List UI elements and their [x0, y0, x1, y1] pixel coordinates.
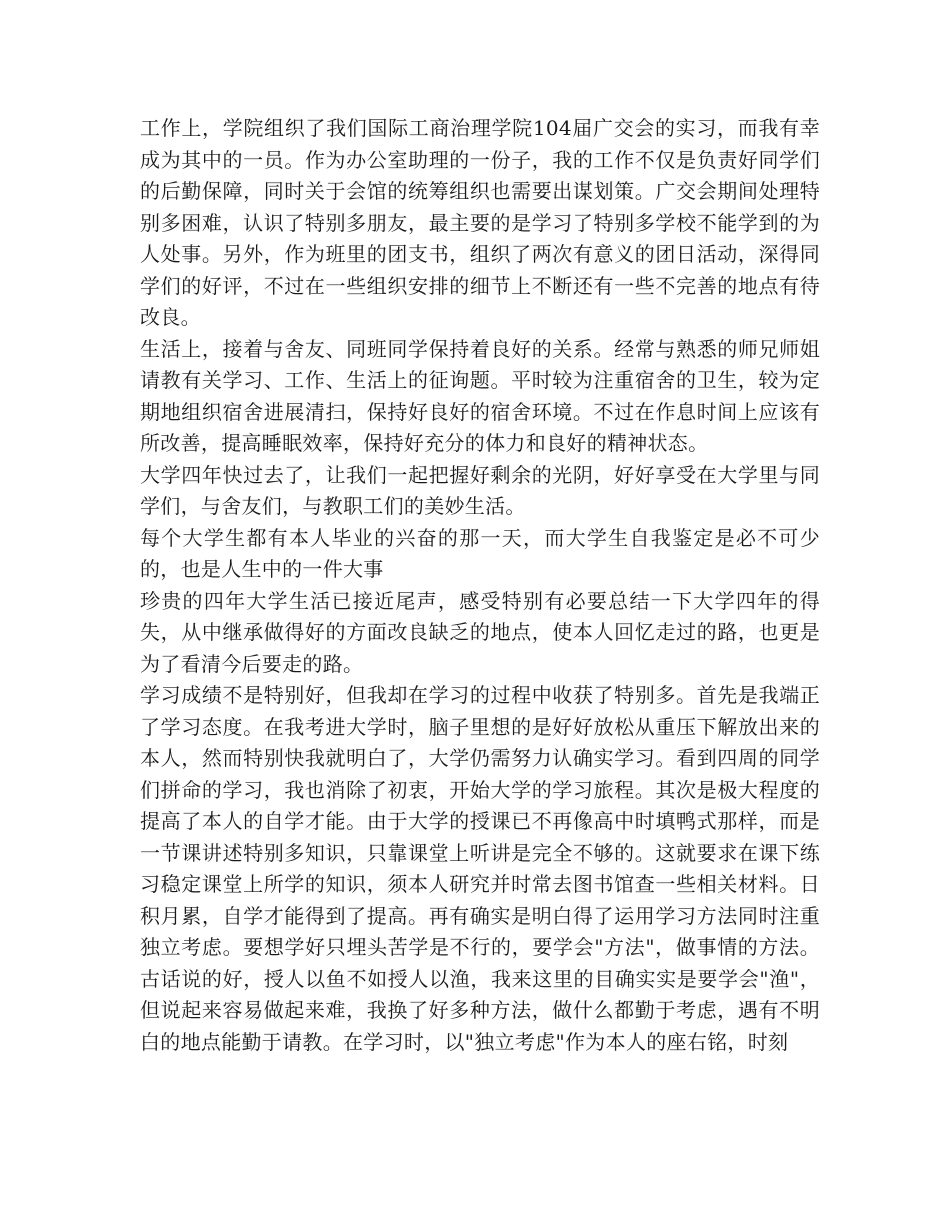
paragraph-life: 生活上，接着与舍友、同班同学保持着良好的关系。经常与熟悉的师兄师姐请教有关学习、工作、生活上的征询题。平时较为注重宿舍的卫生，较为定期地组织宿舍进展清扫，保持好良好的宿舍环境。不过在作息时间上应该有所改善，提高睡眠效率，保持好充分的体力和良好的精神状态。	[140, 336, 820, 455]
document-body	[140, 113, 820, 1058]
paragraph-work: 工作上，学院组织了我们国际工商治理学院104届广交会的实习，而我有幸成为其中的一员。作为办公室助理的一份子，我的工作不仅是负责好同学们的后勤保障，同时关于会馆的统筹组织也需要出谋划策。广交会期间处理特别多困难，认识了特别多朋友，最主要的是学习了特别多学校不能学到的为人处事。另外，作为班里的团支书，组织了两次有意义的团日活动，深得同学们的好评，不过在一些组织安排的细节上不断还有一些不完善的地点有待改良。	[140, 116, 820, 329]
paragraph-graduation: 每个大学生都有本人毕业的兴奋的那一天，而大学生自我鉴定是必不可少的，也是人生中的一件大事	[140, 525, 820, 581]
paragraph-four-years: 大学四年快过去了，让我们一起把握好剩余的光阴，好好享受在大学里与同学们，与舍友们，与教职工们的美妙生活。	[140, 462, 820, 518]
paragraph-study: 学习成绩不是特别好，但我却在学习的过程中收获了特别多。首先是我端正了学习态度。在我考进大学时，脑子里想的是好好放松从重压下解放出来的本人，然而特别快我就明白了，大学仍需努力认确实学习。看到四周的同学们拼命的学习，我也消除了初衷，开始大学的学习旅程。其次是极大程度的提高了本人的自学才能。由于大学的授课已不再像高中时填鸭式那样，而是一节课讲述特别多知识，只靠课堂上听讲是完全不够的。这就要求在课下练习稳定课堂上所学的知识，须本人研究并时常去图书馆查一些相关材料。日积月累，自学才能得到了提高。再有确实是明白得了运用学习方法同时注重独立考虑。要想学好只埋头苦学是不行的，要学会"方法"，做事情的方法。古话说的好，授人以鱼不如授人以渔，我来这里的目确实实是要学会"渔"，但说起来容易做起来难，我换了好多种方法，做什么都勤于考虑，遇有不明白的地点能勤于请教。在学习时，以"独立考虑"作为本人的座右铭，时刻	[140, 683, 820, 1054]
paragraph-summary: 珍贵的四年大学生活已接近尾声，感受特别有必要总结一下大学四年的得失，从中继承做得好的方面改良缺乏的地点，使本人回忆走过的路，也更是为了看清今后要走的路。	[140, 588, 820, 676]
